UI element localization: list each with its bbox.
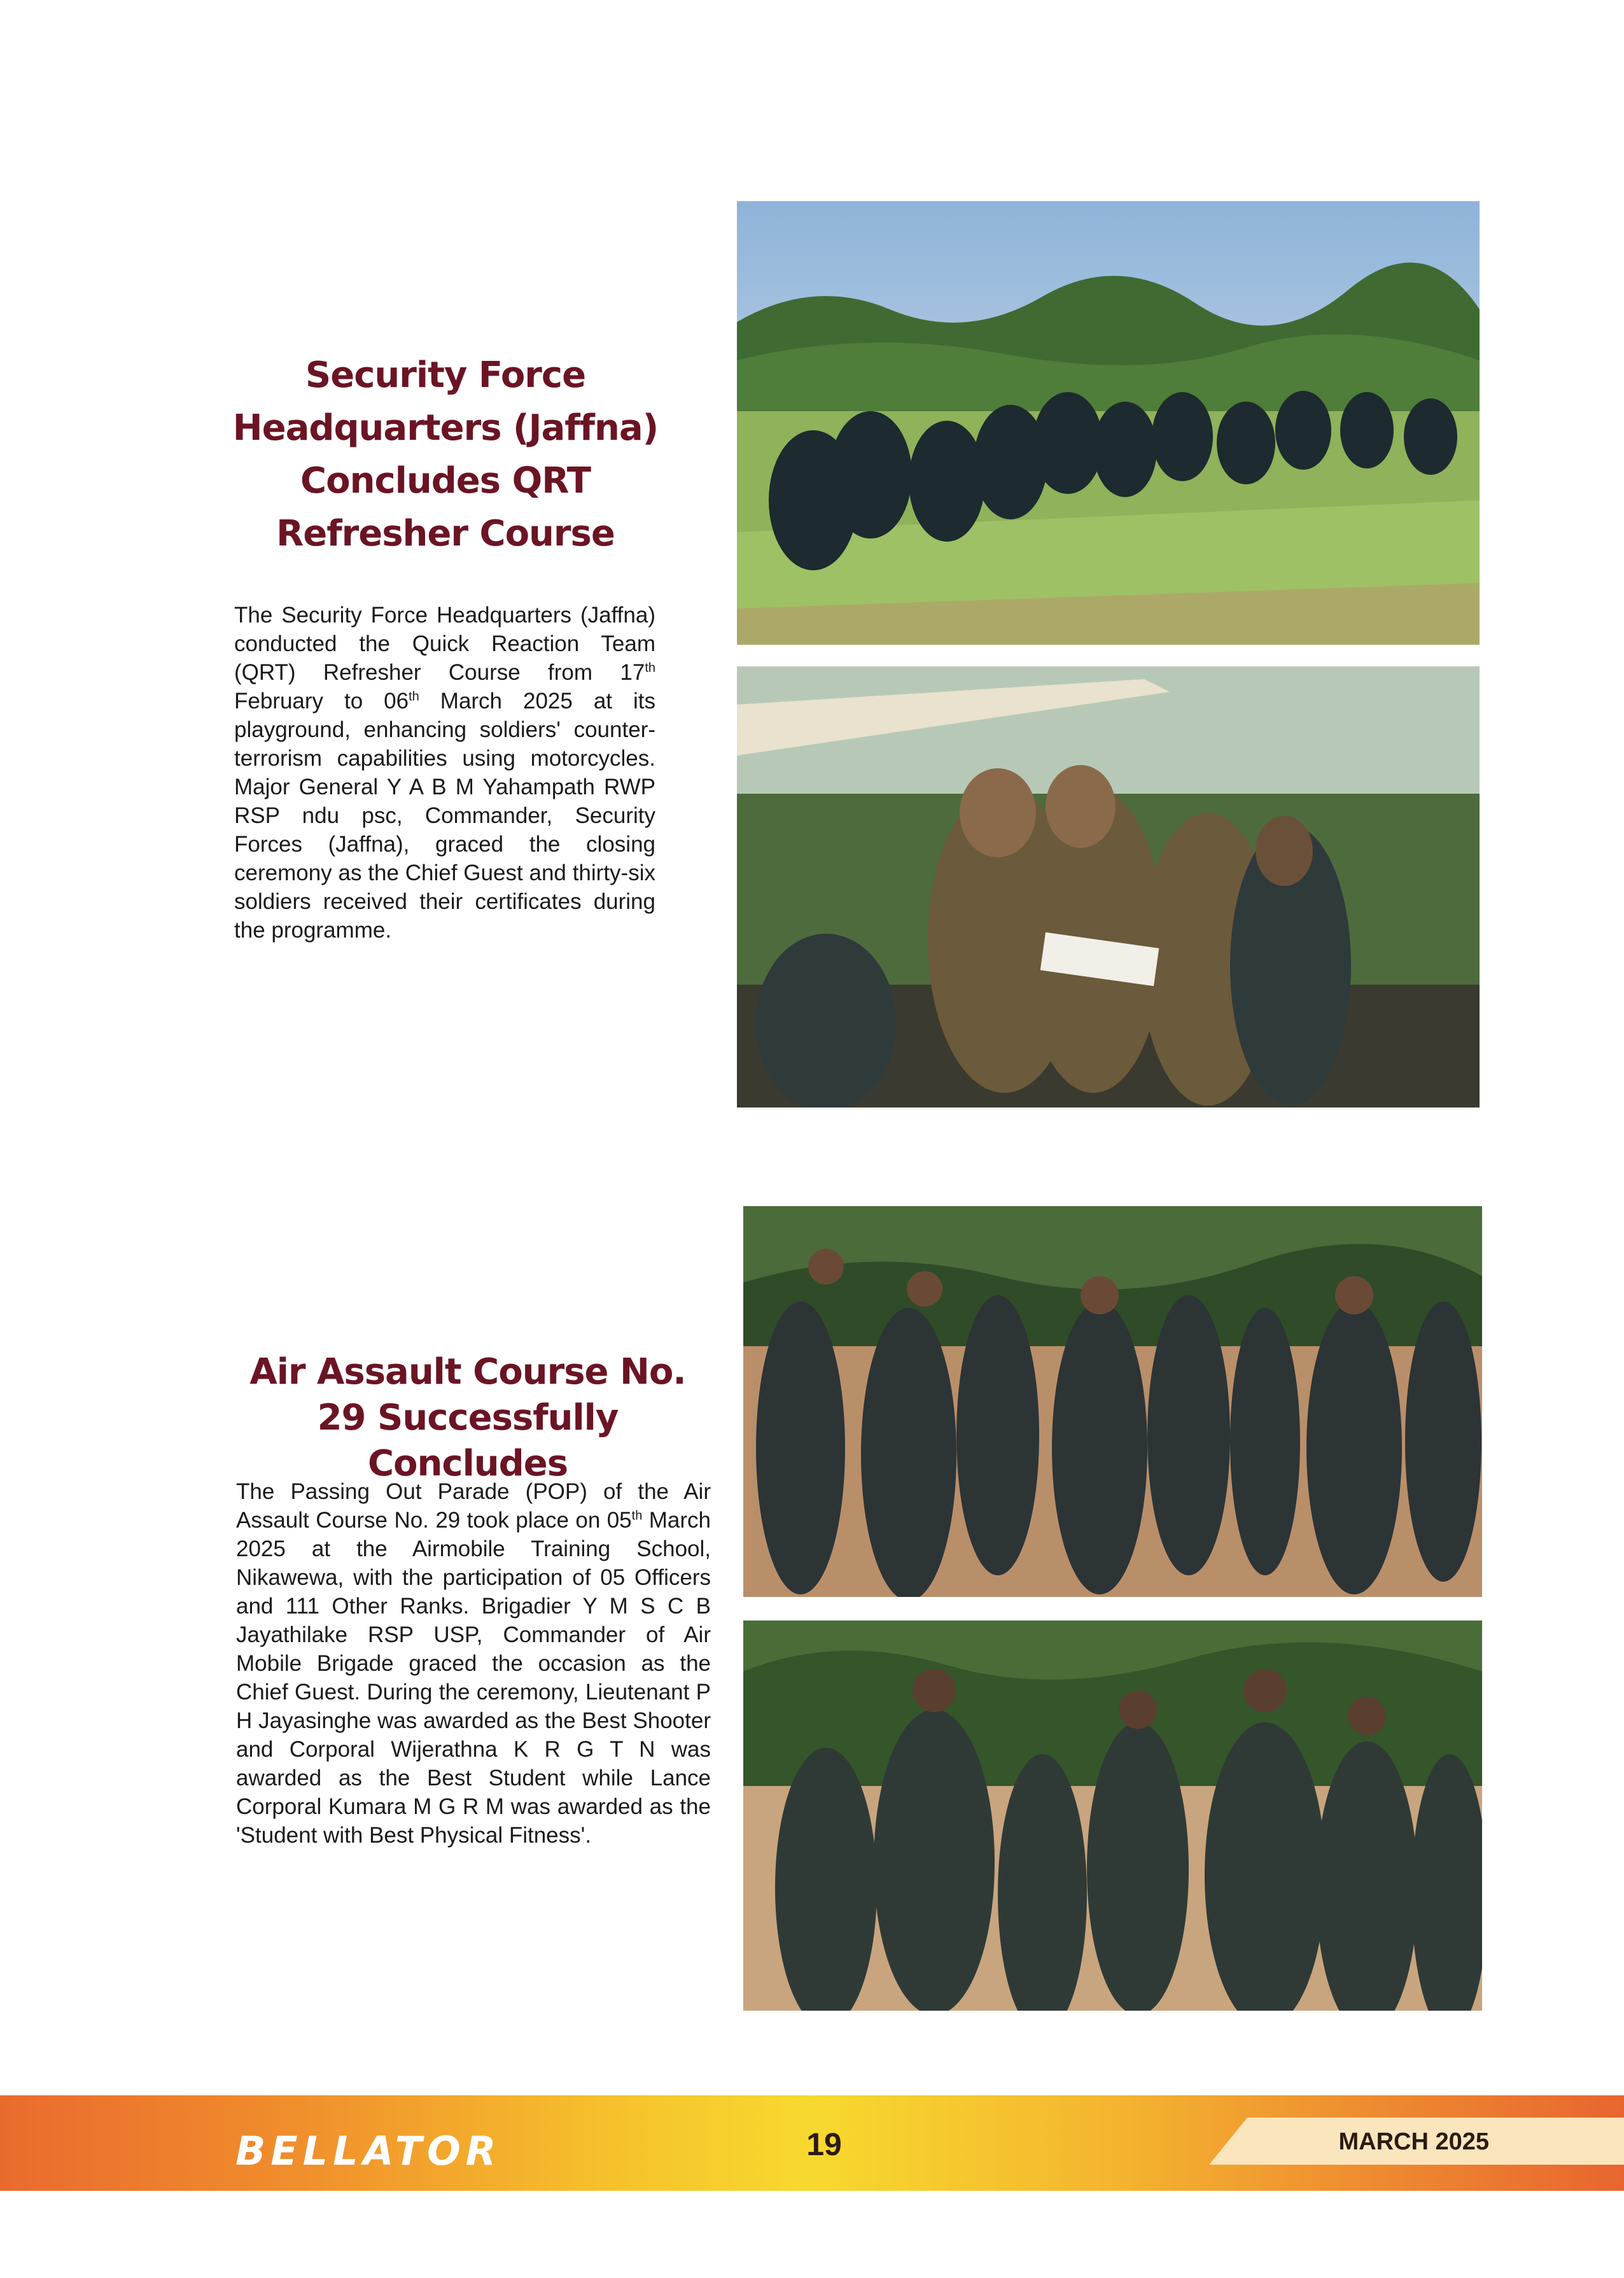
article-title-air-assault: Air Assault Course No. 29 Successfully Concludes bbox=[249, 1351, 686, 1484]
magazine-brand-logo: BELLATOR bbox=[235, 2128, 501, 2174]
article-body-qrt-course: The Security Force Headquarters (Jaffna) conducted the Quick Reaction Team (QRT) Refresher Course from 17th February to 06th March 2025 at its playground, enhancing soldiers' counter-terrorism capabilities using motorcycles. Major General Y A B M Yahampath RWP RSP ndu psc, Commander, Security Forces (Jaffna), graced the closing ceremony as the Chief Guest and thirty-six soldiers received their certificates during the programme. bbox=[234, 603, 655, 943]
photo-motorcycle-formation bbox=[737, 201, 1480, 645]
article-title-qrt-course: Security Force Headquarters (Jaffna) Concludes QRT Refresher Course bbox=[232, 355, 659, 554]
article-body-air-assault: The Passing Out Parade (POP) of the Air Assault Course No. 29 took place on 05th March 2025 at the Airmobile Training School, Nikawewa, with the participation of 05 Officers and 111 Other Ranks. Brigadier Y M S C B Jayathilake RSP USP, Commander of Air Mobile Brigade graced the occasion as the Chief Guest. During the ceremony, Lieutenant P H Jayasinghe was awarded as the Best Shooter and Corporal Wijerathna K R G T N was awarded as the Best Student while Lance Corporal Kumara M G R M was awarded as the 'Student with Best Physical Fitness'. bbox=[236, 1479, 711, 1848]
photo-passing-out-parade bbox=[743, 1206, 1482, 1597]
photo-badge-award bbox=[743, 1621, 1482, 2011]
page-number: 19 bbox=[806, 2127, 842, 2162]
photo-certificate-presentation bbox=[737, 666, 1480, 1107]
issue-date: MARCH 2025 bbox=[1338, 2128, 1489, 2155]
